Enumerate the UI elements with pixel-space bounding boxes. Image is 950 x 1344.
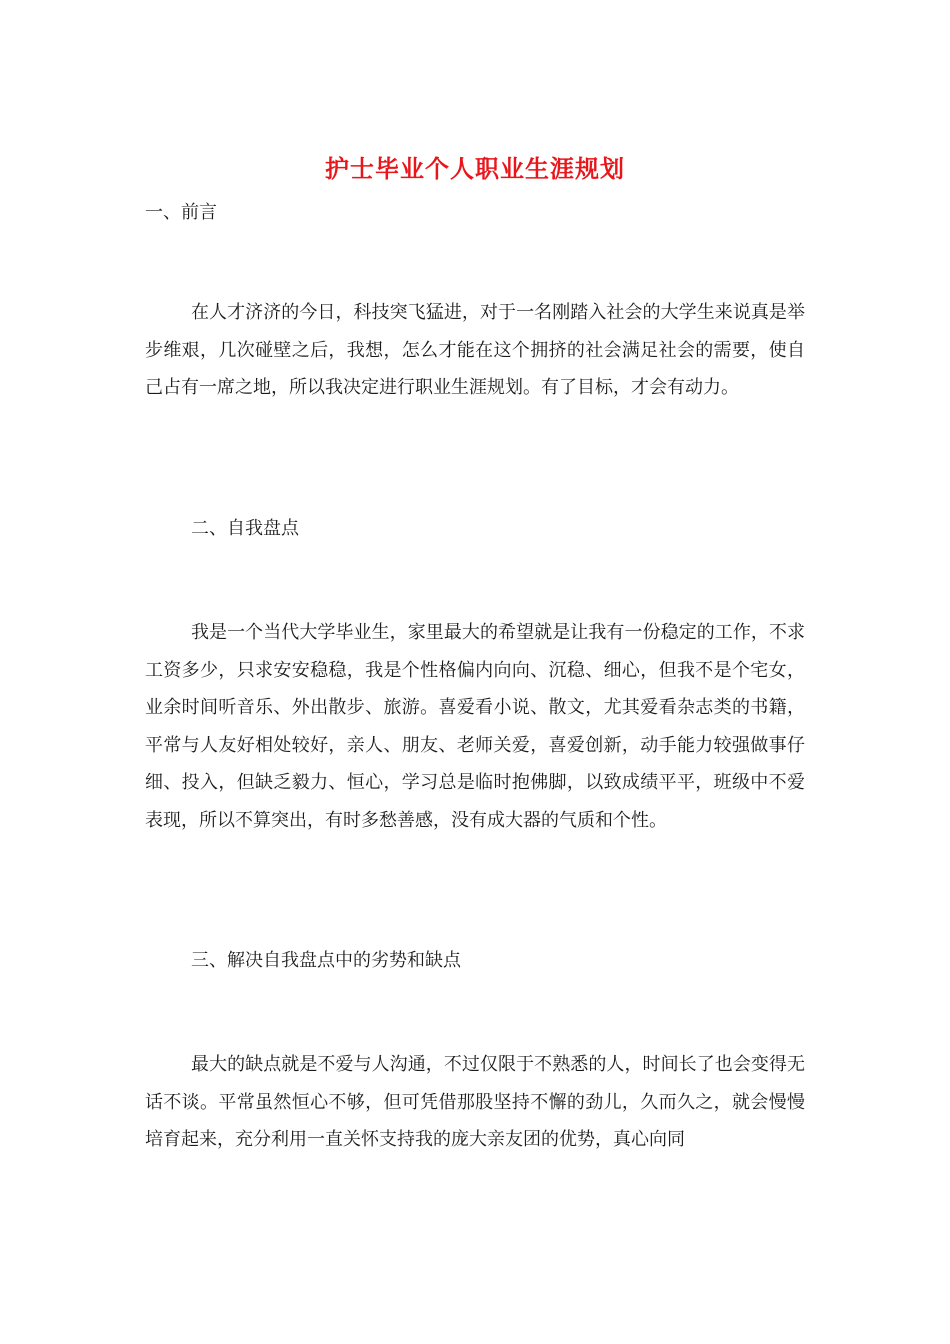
section-heading-weaknesses: 三、解决自我盘点中的劣势和缺点 <box>191 950 461 971</box>
section-paragraph-self-assessment: 我是一个当代大学毕业生，家里最大的希望就是让我有一份稳定的工作，不求工资多少，只求安安稳稳，我是个性格偏内向向、沉稳、细心，但我不是个宅女，业余时间听音乐、外出散步、旅游。喜爱看小说、散文，尤其爱看杂志类的书籍，平常与人友好相处较好，亲人、朋友、老师关爱，喜爱创新，动手能力较强做事仔细、投入，但缺乏毅力、恒心，学习总是临时抱佛脚，以致成绩平平，班级中不爱表现，所以不算突出，有时多愁善感，没有成大器的气质和个性。 <box>145 622 805 831</box>
section-heading-preface: 一、前言 <box>145 202 217 223</box>
section-paragraph-weaknesses: 最大的缺点就是不爱与人沟通，不过仅限于不熟悉的人，时间长了也会变得无话不谈。平常虽然恒心不够，但可凭借那股坚持不懈的劲儿，久而久之，就会慢慢培育起来，充分利用一直关怀支持我的庞大亲友团的优势，真心向同 <box>145 1054 805 1150</box>
section-heading-self-assessment: 二、自我盘点 <box>191 518 299 539</box>
document-title: 护士毕业个人职业生涯规划 <box>325 154 625 183</box>
section-paragraph-preface: 在人才济济的今日，科技突飞猛进，对于一名刚踏入社会的大学生来说真是举步维艰，几次碰壁之后，我想，怎么才能在这个拥挤的社会满足社会的需要，使自己占有一席之地，所以我决定进行职业生涯规划。有了目标，才会有动力。 <box>145 302 805 398</box>
